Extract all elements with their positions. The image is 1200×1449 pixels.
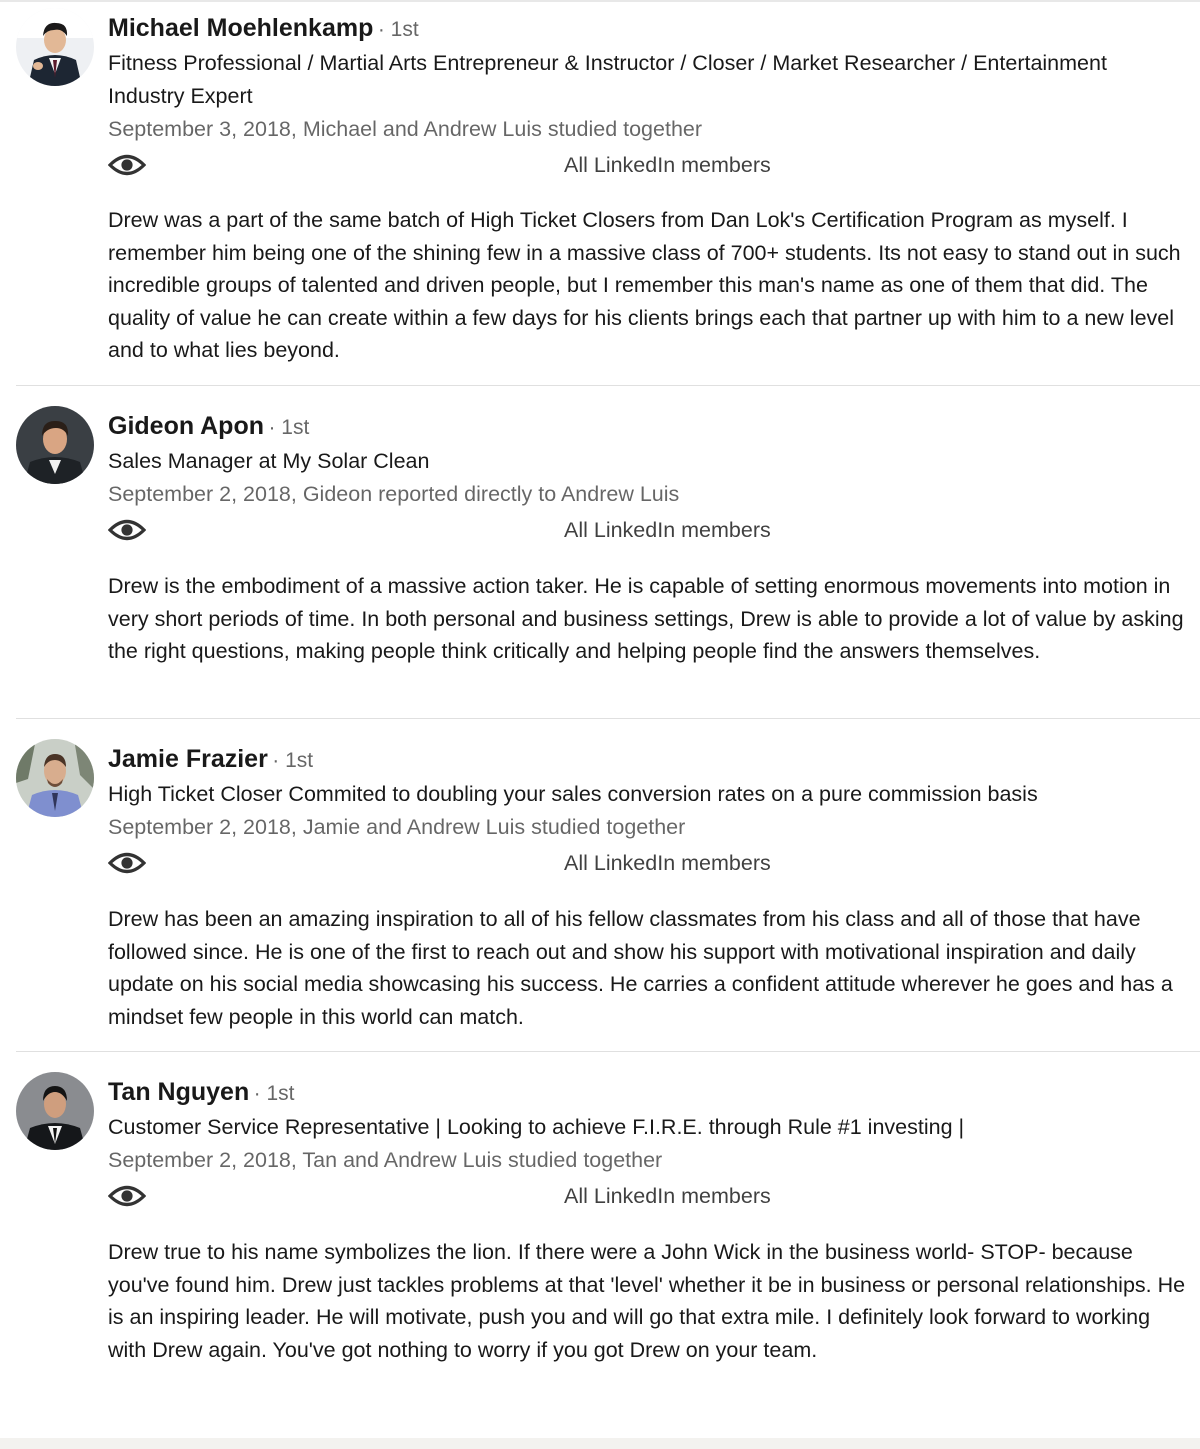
eye-icon[interactable] (108, 850, 146, 876)
recommendation-text: Drew was a part of the same batch of High Ticket Closers from Dan Lok's Certification Program as myself. I remember him being one of the shining few in a massive class of 700+ students. Its not easy to stand out in such incredible groups of talented and driven people, but I remember this man's name as one of them that did. The quality of value he can create within a few days for his clients brings each that partner up with him to a new level and to what lies beyond. (108, 208, 1181, 363)
member-name[interactable]: Gideon Apon (108, 412, 264, 440)
divider (16, 718, 1200, 719)
avatar[interactable] (16, 739, 94, 817)
avatar[interactable] (16, 1072, 94, 1150)
recommendation-meta: September 2, 2018, Jamie and Andrew Luis studied together (108, 815, 686, 839)
member-name[interactable]: Michael Moehlenkamp (108, 14, 374, 42)
divider (16, 1051, 1200, 1052)
connection-degree: · 1st (268, 416, 310, 439)
recommendation-text: Drew is the embodiment of a massive action taker. He is capable of setting enormous movements into motion in very short periods of time. In both personal and business settings, Drew is able to provide a lot of value by asking the right questions, making people think critically and helping people find the answers themselves. (108, 574, 1184, 664)
page-background-band (0, 1438, 1200, 1449)
top-edge (0, 0, 1200, 2)
visibility-label[interactable]: All LinkedIn members (564, 153, 771, 177)
divider (16, 385, 1200, 386)
recommendation-meta: September 3, 2018, Michael and Andrew Luis studied together (108, 117, 703, 141)
visibility-label[interactable]: All LinkedIn members (564, 1184, 771, 1208)
connection-degree: · 1st (377, 18, 419, 41)
member-headline: Customer Service Representative | Looking to achieve F.I.R.E. through Rule #1 investing | (108, 1115, 965, 1139)
avatar[interactable] (16, 406, 94, 484)
eye-icon[interactable] (108, 1183, 146, 1209)
visibility-label[interactable]: All LinkedIn members (564, 851, 771, 875)
member-name[interactable]: Jamie Frazier (108, 745, 268, 773)
recommendation-text: Drew true to his name symbolizes the lion. If there were a John Wick in the business world- STOP- because you've found him. Drew just tackles problems at that 'level' whether it be in business or personal relationships. He is an inspiring leader. He will motivate, push you and will go that extra mile. I definitely look forward to working with Drew again. You've got nothing to worry if you got Drew on your team. (108, 1240, 1186, 1362)
member-headline: Fitness Professional / Martial Arts Entrepreneur & Instructor / Closer / Market Researcher / Entertainment Industry Expert (108, 51, 1107, 108)
avatar[interactable] (16, 8, 94, 86)
connection-degree: · 1st (272, 749, 314, 772)
recommendation-text: Drew has been an amazing inspiration to all of his fellow classmates from his class and all of those that have followed since. He is one of the first to reach out and show his support with motivational inspiration and daily update on his social media showcasing his success. He carries a confident attitude wherever he goes and has a mindset few people in this world can match. (108, 907, 1173, 1029)
connection-degree: · 1st (253, 1082, 295, 1105)
visibility-label[interactable]: All LinkedIn members (564, 518, 771, 542)
member-name[interactable]: Tan Nguyen (108, 1078, 250, 1106)
eye-icon[interactable] (108, 152, 146, 178)
member-headline: High Ticket Closer Commited to doubling your sales conversion rates on a pure commission basis (108, 782, 1038, 806)
recommendation-meta: September 2, 2018, Gideon reported directly to Andrew Luis (108, 482, 680, 506)
member-headline: Sales Manager at My Solar Clean (108, 449, 430, 473)
recommendation-meta: September 2, 2018, Tan and Andrew Luis studied together (108, 1148, 663, 1172)
eye-icon[interactable] (108, 517, 146, 543)
